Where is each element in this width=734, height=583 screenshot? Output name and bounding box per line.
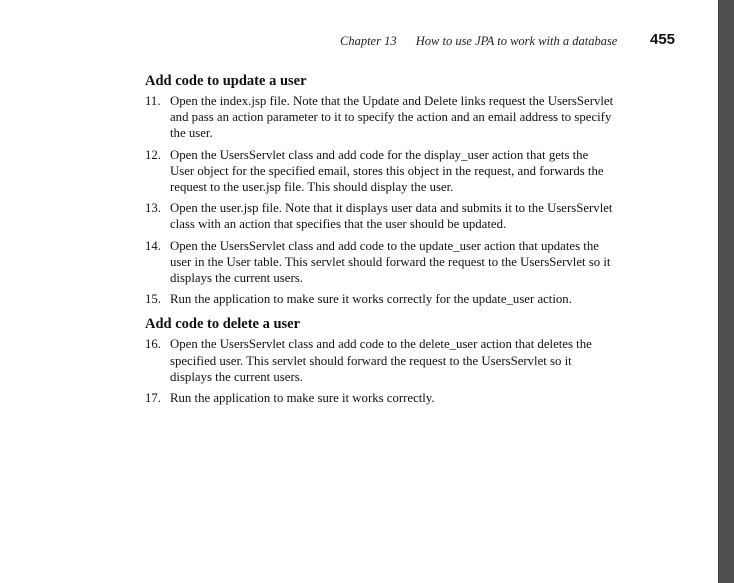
page-content — [145, 72, 615, 411]
viewer-gutter — [719, 0, 734, 583]
step-text: Open the UsersServlet class and add code for the display_user action that gets the User object for the specified email, stores this object in the request, and forwards the request to the user.jsp file. This should display the user. — [170, 147, 604, 195]
running-head — [340, 34, 617, 49]
step-text: Run the application to make sure it works correctly. — [170, 391, 435, 406]
list-item — [145, 200, 615, 232]
section-heading-update: Add code to update a user — [145, 73, 307, 89]
list-item — [145, 291, 615, 307]
step-text: Open the index.jsp file. Note that the Update and Delete links request the UsersServlet and pass an action parameter to it to specify the action and an email address to specify the user. — [170, 94, 614, 141]
step-text: Open the UsersServlet class and add code to the update_user action that updates the user in the User table. This servlet should forward the request to the UsersServlet so it displays the current users. — [170, 238, 611, 286]
list-item — [145, 147, 615, 196]
list-item — [145, 390, 615, 406]
chapter-label: Chapter 13 — [340, 34, 397, 48]
step-text: Run the application to make sure it works correctly for the update_user action. — [170, 292, 572, 307]
step-text: Open the user.jsp file. Note that it displays user data and submits it to the UsersServlet class with an action that specifies that the user should be updated. — [170, 201, 613, 232]
steps-list-update — [145, 93, 615, 307]
page-number: 455 — [650, 31, 676, 48]
chapter-title: How to use JPA to work with a database — [415, 34, 618, 48]
step-number: 15. — [145, 292, 161, 307]
step-number: 16. — [145, 337, 161, 352]
step-number: 12. — [145, 147, 161, 162]
list-item — [145, 336, 615, 385]
step-number: 17. — [145, 391, 161, 406]
steps-list-delete — [145, 336, 615, 406]
step-number: 11. — [145, 94, 161, 108]
step-number: 14. — [145, 238, 161, 253]
list-item — [145, 238, 615, 287]
step-number: 13. — [145, 201, 161, 216]
section-heading-delete: Add code to delete a user — [145, 316, 301, 333]
list-item — [145, 93, 615, 142]
step-text: Open the UsersServlet class and add code to the delete_user action that deletes the specified user. This servlet should forward the request to the UsersServlet so it displays the current users. — [170, 337, 592, 384]
